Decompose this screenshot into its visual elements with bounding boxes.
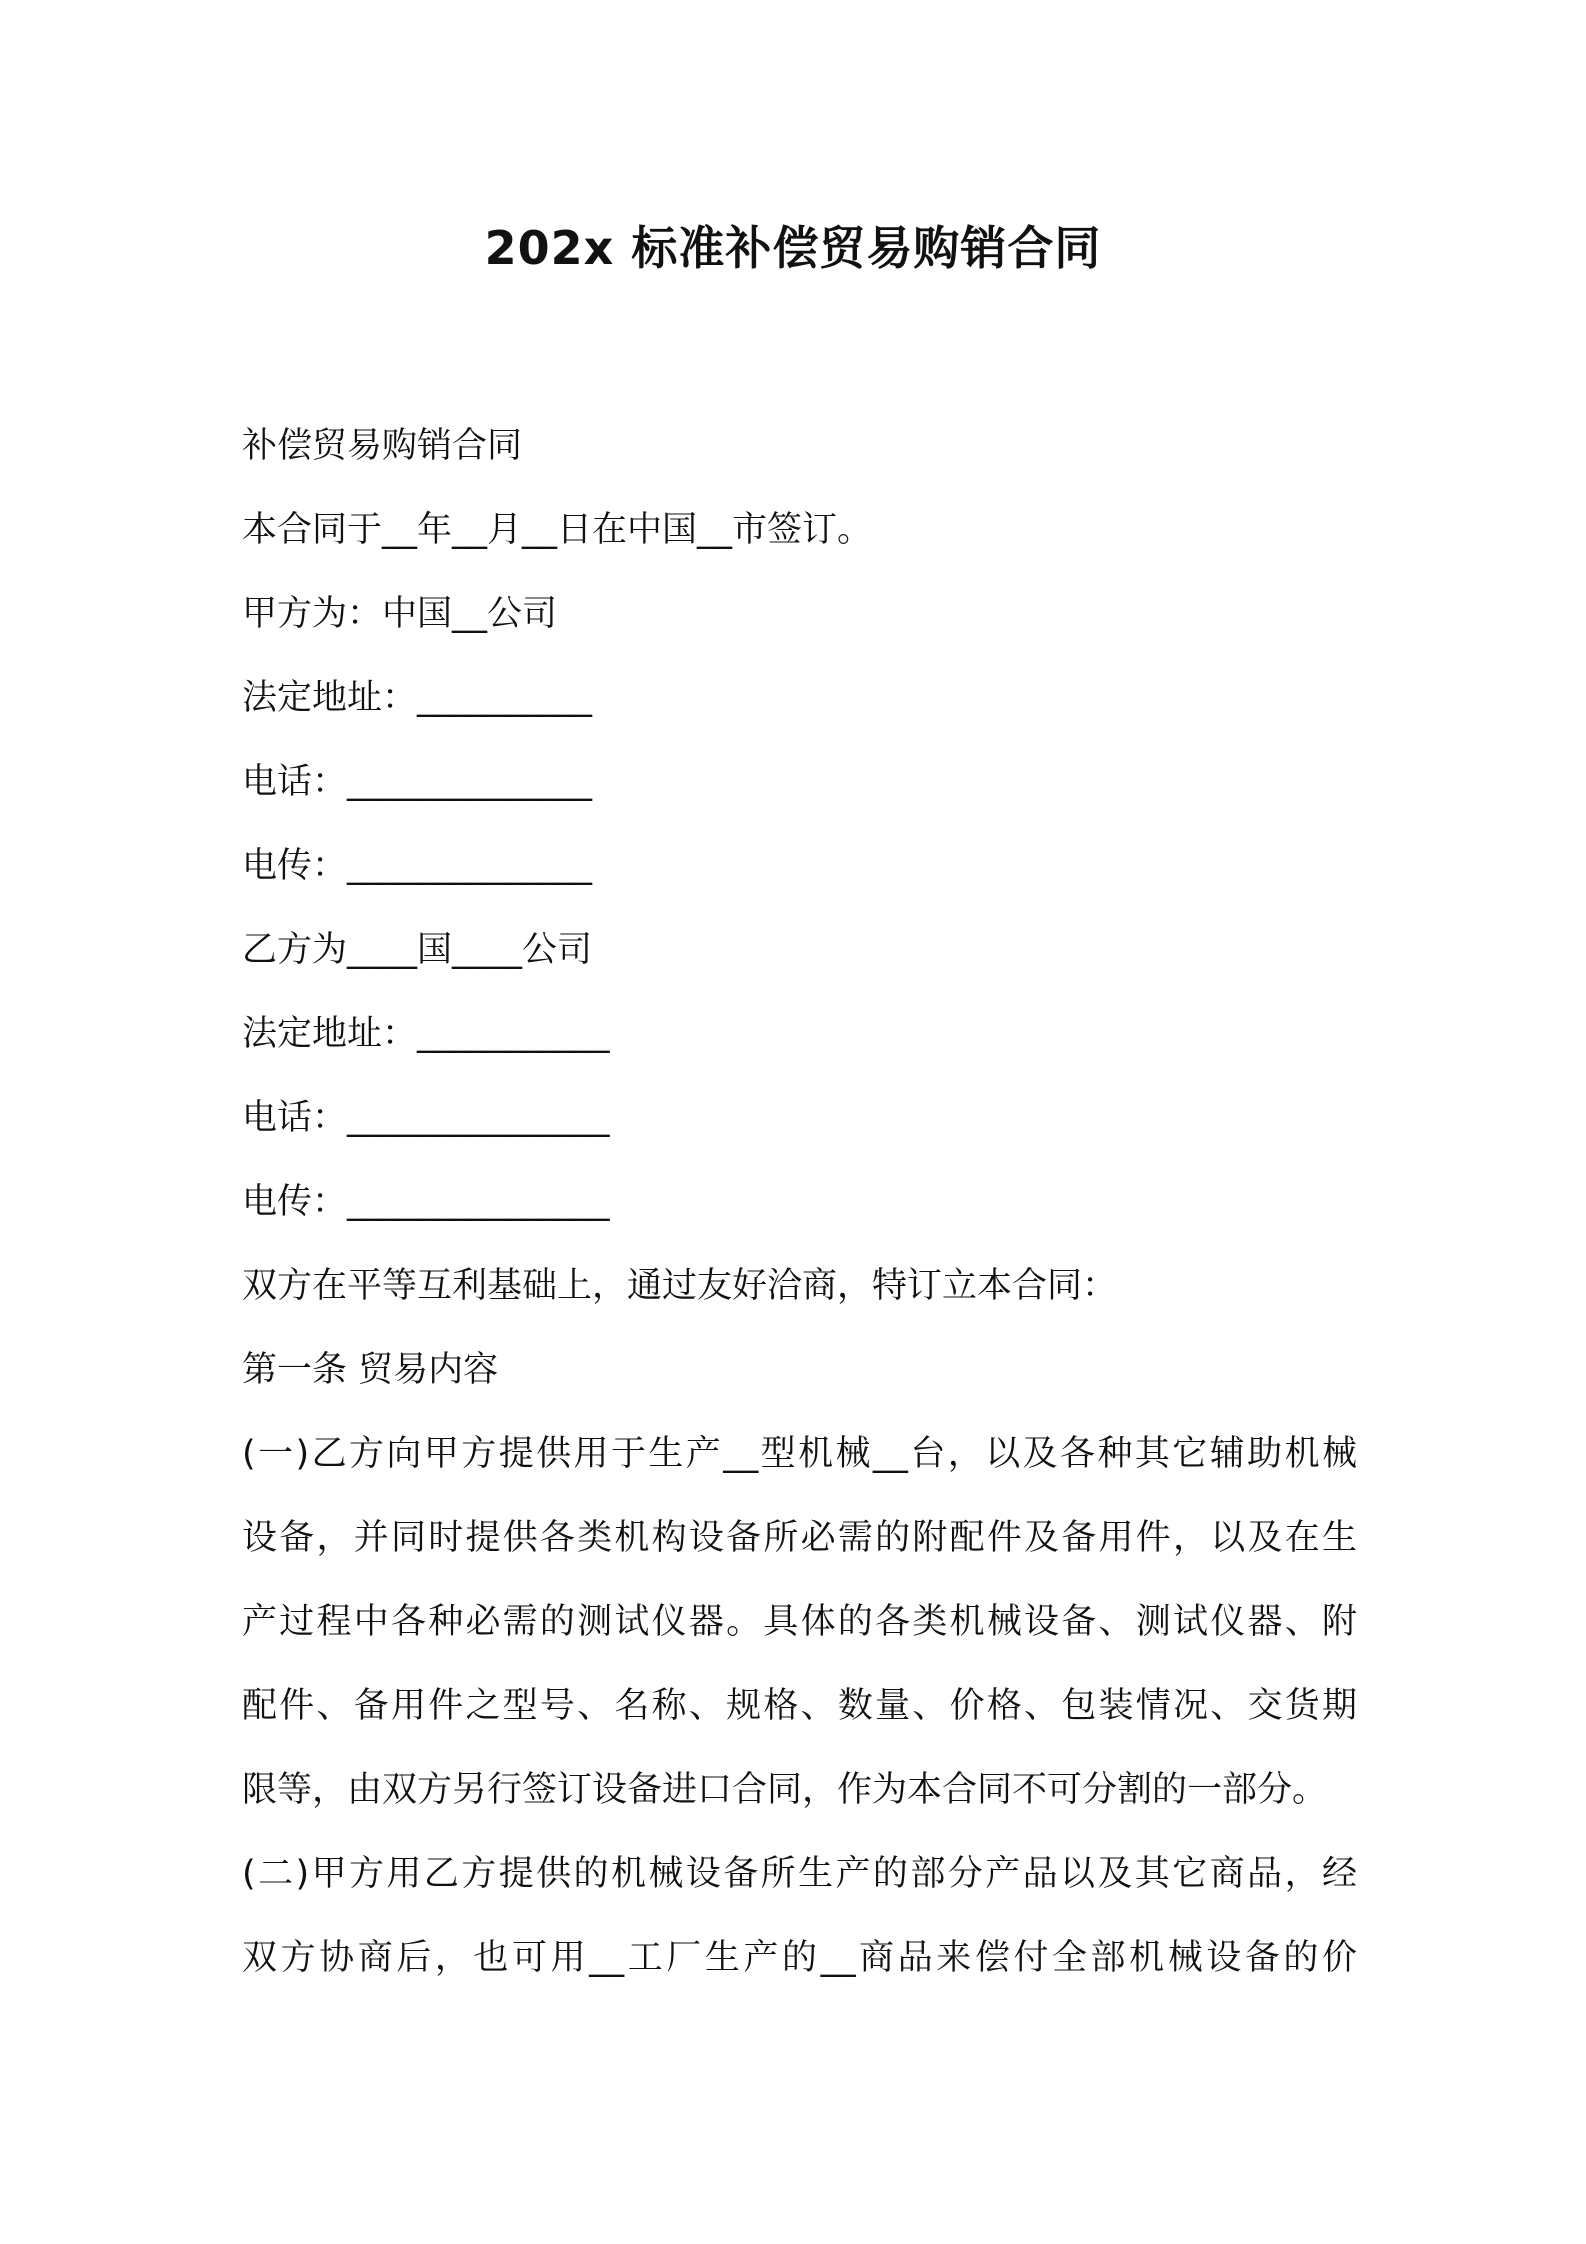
clause-1-paragraph xyxy=(242,1412,1357,1832)
party-b-fax: 电传：_______________ xyxy=(242,1182,610,1222)
party-a-fax: 电传：______________ xyxy=(242,846,593,886)
signing-date-line: 本合同于__年__月__日在中国__市签订。 xyxy=(242,510,873,550)
clause-2-paragraph xyxy=(242,1832,1357,2000)
document-title: 202x 标准补偿贸易购销合同 xyxy=(484,221,1102,275)
paragraph-line: 产过程中各种必需的测试仪器。具体的各类机械设备、测试仪器、附 xyxy=(242,1602,1357,1642)
preamble: 双方在平等互利基础上，通过友好洽商，特订立本合同： xyxy=(242,1266,1118,1306)
document-body xyxy=(242,404,1357,2000)
paragraph-line: 双方协商后，也可用__工厂生产的__商品来偿付全部机械设备的价 xyxy=(242,1938,1357,1978)
paragraph-line: 配件、备用件之型号、名称、规格、数量、价格、包装情况、交货期 xyxy=(242,1686,1357,1726)
contract-heading: 补偿贸易购销合同 xyxy=(242,426,523,466)
paragraph-line: (二)甲方用乙方提供的机械设备所生产的部分产品以及其它商品，经 xyxy=(242,1854,1357,1894)
paragraph-line: 设备，并同时提供各类机构设备所必需的附配件及备用件，以及在生 xyxy=(242,1518,1357,1558)
party-a-address: 法定地址：__________ xyxy=(242,678,593,718)
party-a-name: 甲方为：中国__公司 xyxy=(242,594,558,634)
article-1-heading: 第一条 贸易内容 xyxy=(242,1350,499,1390)
party-b-phone: 电话：_______________ xyxy=(242,1098,610,1138)
paragraph-line: (一)乙方向甲方提供用于生产__型机械__台，以及各种其它辅助机械 xyxy=(242,1434,1357,1474)
paragraph-line: 限等，由双方另行签订设备进口合同，作为本合同不可分割的一部分。 xyxy=(242,1770,1328,1810)
party-b-address: 法定地址：___________ xyxy=(242,1014,610,1054)
party-a-phone: 电话：______________ xyxy=(242,762,593,802)
party-b-name: 乙方为____国____公司 xyxy=(242,930,593,970)
